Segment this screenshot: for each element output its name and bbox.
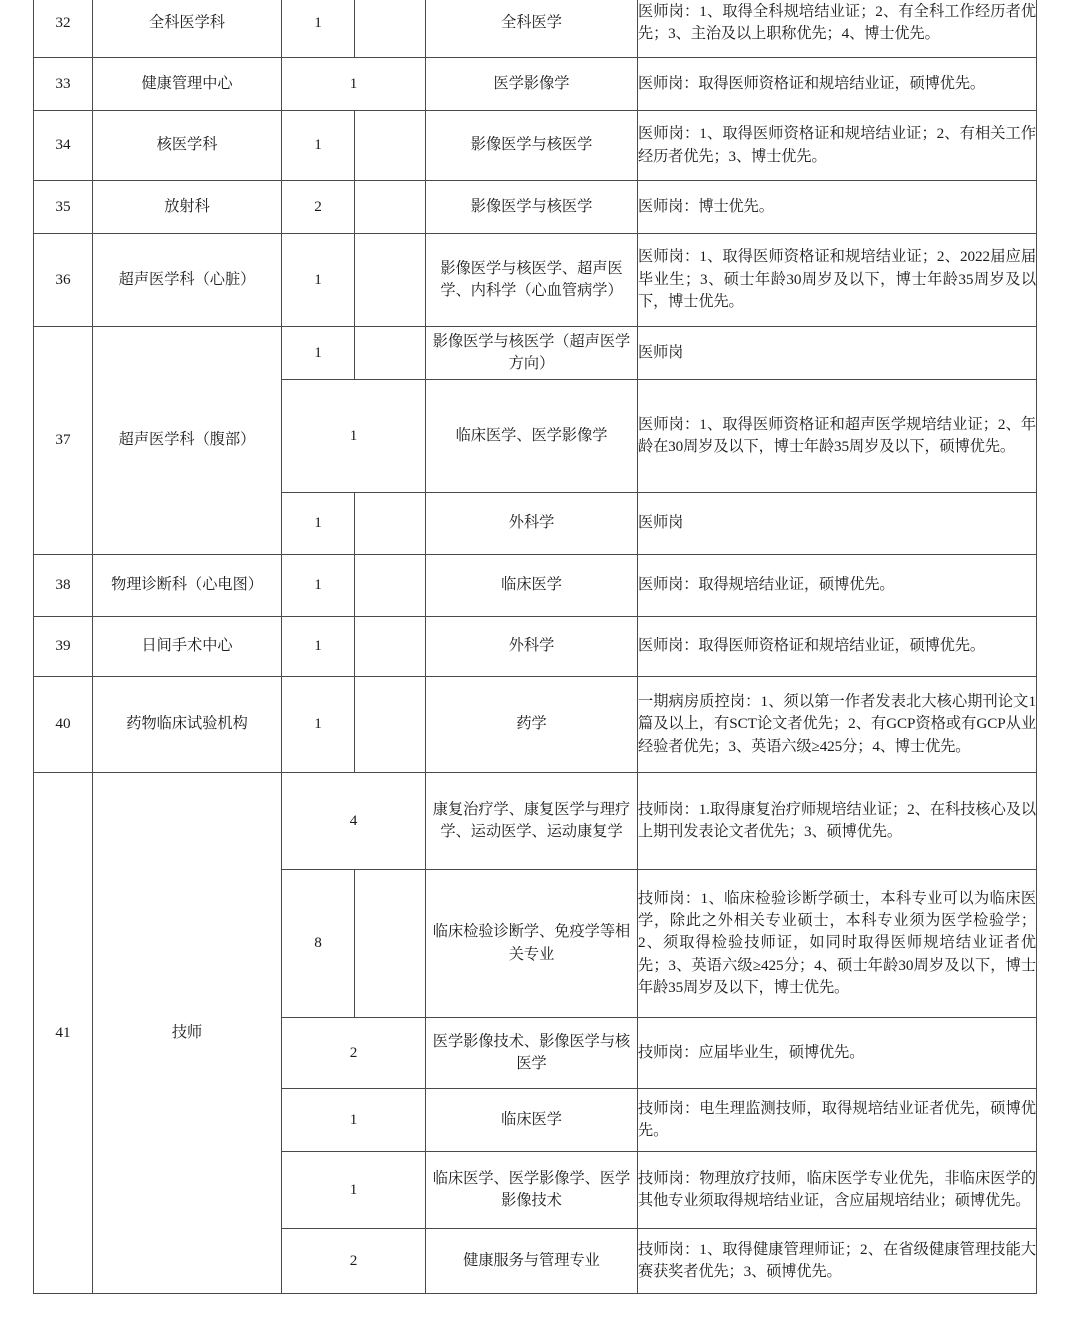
department-name: 日间手术中心 <box>93 617 282 677</box>
position-requirements-text: 医师岗：1、取得医师资格证和规培结业证；2、2022届应届毕业生；3、硕士年龄30周岁及以下，博士年龄35周岁及以下，博士优先。 <box>638 248 1036 311</box>
row-number: 37 <box>34 327 93 555</box>
department-name: 药物临床试验机构 <box>93 677 282 773</box>
major-field <box>426 773 638 870</box>
table-row <box>34 555 1037 617</box>
table-row <box>34 58 1037 111</box>
major-field <box>426 0 638 58</box>
row-number: 39 <box>34 617 93 677</box>
spacer-cell <box>355 617 426 677</box>
spacer-cell <box>355 327 426 380</box>
position-requirements-text: 医师岗：取得医师资格证和规培结业证，硕博优先。 <box>638 74 986 92</box>
table-row <box>34 327 1037 380</box>
position-requirements <box>638 1018 1037 1089</box>
major-field <box>426 493 638 555</box>
headcount: 1 <box>282 111 355 181</box>
table-row <box>34 111 1037 181</box>
department-name: 全科医学科 <box>93 0 282 58</box>
headcount: 1 <box>282 234 355 327</box>
headcount: 1 <box>282 677 355 773</box>
position-requirements-text: 医师岗：1、取得全科规培结业证；2、有全科工作经历者优先；3、主治及以上职称优先；4、博士优先。 <box>638 2 1036 42</box>
position-requirements-text: 医师岗：1、取得医师资格证和超声医学规培结业证；2、年龄在30周岁及以下，博士年龄35周岁及以下，硕博优先。 <box>638 415 1036 455</box>
major-field-text: 临床医学、医学影像学 <box>455 426 608 444</box>
major-field-text: 影像医学与核医学 <box>470 197 593 215</box>
major-field-text: 影像医学与核医学 <box>470 136 593 154</box>
department-name: 核医学科 <box>93 111 282 181</box>
major-field <box>426 111 638 181</box>
position-requirements-text: 技师岗：1、临床检验诊断学硕士，本科专业可以为临床医学，除此之外相关专业硕士，本科专业须为医学检验学；2、须取得检验技师证，如同时取得医师规培结业证者优先；3、英语六级≥425分；4、硕士年龄30周岁及以下，博士年龄35周岁及以下，博士优先。 <box>638 889 1036 997</box>
position-requirements <box>638 0 1037 58</box>
row-number: 34 <box>34 111 93 181</box>
table-row <box>34 677 1037 773</box>
headcount: 1 <box>282 1152 426 1229</box>
position-requirements-text: 技师岗：电生理监测技师，取得规培结业证者优先，硕博优先。 <box>638 1099 1036 1139</box>
major-field-text: 健康服务与管理专业 <box>463 1251 600 1269</box>
major-field-text: 药学 <box>516 715 547 733</box>
spacer-cell <box>355 0 426 58</box>
position-requirements-text: 医师岗：1、取得医师资格证和规培结业证；2、有相关工作经历者优先；3、博士优先。 <box>638 125 1036 165</box>
headcount: 1 <box>282 0 355 58</box>
major-field-text: 临床检验诊断学、免疫学等相关专业 <box>432 923 631 963</box>
department-name: 超声医学科（腹部） <box>93 327 282 555</box>
spacer-cell <box>355 555 426 617</box>
headcount: 2 <box>282 1229 426 1294</box>
major-field <box>426 234 638 327</box>
headcount: 1 <box>282 617 355 677</box>
recruitment-table <box>33 0 1037 1294</box>
table-row <box>34 773 1037 870</box>
position-requirements <box>638 1229 1037 1294</box>
position-requirements <box>638 58 1037 111</box>
position-requirements <box>638 1152 1037 1229</box>
department-name: 物理诊断科（心电图） <box>93 555 282 617</box>
headcount: 1 <box>282 1089 426 1152</box>
major-field <box>426 1229 638 1294</box>
position-requirements-text: 技师岗：应届毕业生，硕博优先。 <box>638 1043 865 1061</box>
row-number: 40 <box>34 677 93 773</box>
position-requirements-text: 技师岗：1.取得康复治疗师规培结业证；2、在科技核心及以上期刊发表论文者优先；3、硕博优先。 <box>638 800 1036 840</box>
spacer-cell <box>355 493 426 555</box>
spacer-cell <box>355 677 426 773</box>
row-number: 35 <box>34 181 93 234</box>
major-field <box>426 1018 638 1089</box>
major-field <box>426 555 638 617</box>
position-requirements <box>638 617 1037 677</box>
position-requirements <box>638 111 1037 181</box>
table-row <box>34 234 1037 327</box>
headcount: 8 <box>282 870 355 1018</box>
major-field <box>426 58 638 111</box>
major-field-text: 影像医学与核医学、超声医学、内科学（心血管病学） <box>440 259 623 299</box>
department-name: 健康管理中心 <box>93 58 282 111</box>
major-field-text: 全科医学 <box>501 13 562 31</box>
major-field-text: 外科学 <box>508 637 555 655</box>
major-field <box>426 1089 638 1152</box>
major-field-text: 临床医学、医学影像学、医学影像技术 <box>432 1169 631 1209</box>
headcount: 1 <box>282 380 426 493</box>
table-row <box>34 617 1037 677</box>
department-name: 超声医学科（心脏） <box>93 234 282 327</box>
headcount: 2 <box>282 181 355 234</box>
major-field <box>426 380 638 493</box>
position-requirements <box>638 1089 1037 1152</box>
major-field-text: 影像医学与核医学（超声医学方向） <box>432 332 631 372</box>
position-requirements <box>638 870 1037 1018</box>
major-field <box>426 327 638 380</box>
position-requirements <box>638 493 1037 555</box>
spacer-cell <box>355 234 426 327</box>
position-requirements-text: 医师岗 <box>638 343 684 361</box>
major-field <box>426 617 638 677</box>
major-field <box>426 181 638 234</box>
position-requirements-text: 医师岗：取得医师资格证和规培结业证，硕博优先。 <box>638 637 986 655</box>
position-requirements-text: 医师岗 <box>638 514 684 532</box>
position-requirements-text: 医师岗：博士优先。 <box>638 197 774 215</box>
position-requirements-text: 一期病房质控岗：1、须以第一作者发表北大核心期刊论文1篇及以上，有SCT论文者优先；2、有GCP资格或有GCP从业经验者优先；3、英语六级≥425分；4、博士优先。 <box>638 692 1036 755</box>
row-number: 38 <box>34 555 93 617</box>
table-body <box>34 0 1037 1294</box>
position-requirements <box>638 181 1037 234</box>
position-requirements <box>638 234 1037 327</box>
spacer-cell <box>355 181 426 234</box>
spacer-cell <box>355 870 426 1018</box>
row-number: 32 <box>34 0 93 58</box>
position-requirements-text: 技师岗：1、取得健康管理师证；2、在省级健康管理技能大赛获奖者优先；3、硕博优先。 <box>638 1240 1036 1280</box>
row-number: 36 <box>34 234 93 327</box>
table-row <box>34 0 1037 58</box>
headcount: 4 <box>282 773 426 870</box>
headcount: 2 <box>282 1018 426 1089</box>
major-field-text: 医学影像学 <box>493 74 570 92</box>
headcount: 1 <box>282 58 426 111</box>
major-field <box>426 677 638 773</box>
major-field-text: 外科学 <box>508 514 555 532</box>
position-requirements-text: 技师岗：物理放疗技师，临床医学专业优先，非临床医学的其他专业须取得规培结业证，含应届规培结业；硕博优先。 <box>638 1169 1036 1209</box>
major-field-text: 临床医学 <box>501 576 562 594</box>
position-requirements <box>638 677 1037 773</box>
position-requirements <box>638 555 1037 617</box>
headcount: 1 <box>282 327 355 380</box>
position-requirements <box>638 773 1037 870</box>
department-name: 技师 <box>93 773 282 1294</box>
spacer-cell <box>355 111 426 181</box>
row-number: 41 <box>34 773 93 1294</box>
major-field <box>426 870 638 1018</box>
major-field <box>426 1152 638 1229</box>
row-number: 33 <box>34 58 93 111</box>
department-name: 放射科 <box>93 181 282 234</box>
major-field-text: 康复治疗学、康复医学与理疗学、运动医学、运动康复学 <box>432 800 631 840</box>
table-row <box>34 181 1037 234</box>
major-field-text: 临床医学 <box>501 1110 562 1128</box>
position-requirements <box>638 380 1037 493</box>
position-requirements <box>638 327 1037 380</box>
major-field-text: 医学影像技术、影像医学与核医学 <box>432 1032 631 1072</box>
headcount: 1 <box>282 493 355 555</box>
headcount: 1 <box>282 555 355 617</box>
position-requirements-text: 医师岗：取得规培结业证，硕博优先。 <box>638 576 895 594</box>
